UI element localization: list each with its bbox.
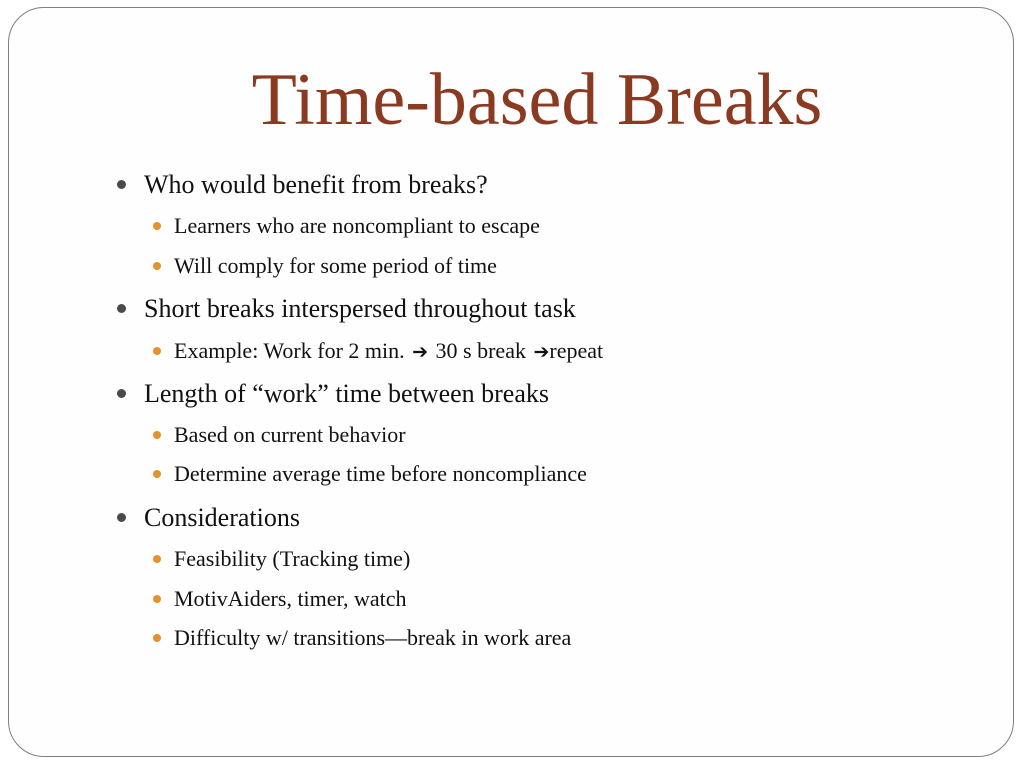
bullet-item [114, 498, 300, 538]
sub-bullet-item [152, 620, 571, 656]
sub-bullet-text: MotivAiders, timer, watch [174, 586, 407, 611]
sub-bullet-item [152, 333, 603, 370]
bullet-dot-icon [117, 180, 126, 189]
slide-title: Time-based Breaks [251, 59, 823, 141]
bullet-text: Short breaks interspersed throughout task [144, 294, 576, 323]
sub-bullet-text: Feasibility (Tracking time) [174, 546, 411, 571]
sub-bullet-text: Will comply for some period of time [174, 253, 497, 278]
sub-bullet-dot-icon [153, 222, 161, 230]
sub-bullet-dot-icon [153, 595, 161, 603]
sub-bullet-dot-icon [153, 634, 161, 642]
sub-bullet-dot-icon [153, 555, 161, 563]
right-arrow-icon: ➔ [412, 341, 429, 363]
sub-bullet-text-part: 30 s break [435, 338, 526, 363]
bullet-item [114, 165, 488, 205]
sub-bullet-text: Learners who are noncompliant to escape [174, 213, 540, 238]
bullet-dot-icon [117, 389, 126, 398]
sub-bullet-item [152, 456, 587, 492]
sub-bullet-text-part: Example: Work for 2 min. [174, 338, 405, 363]
sub-bullet-item [152, 248, 497, 284]
bullet-dot-icon [117, 513, 126, 522]
sub-bullet-item [152, 581, 407, 617]
bullet-item [114, 374, 549, 414]
sub-bullet-text: Based on current behavior [174, 422, 406, 447]
sub-bullet-dot-icon [153, 262, 161, 270]
sub-bullet-text: Determine average time before noncompliance [174, 461, 587, 486]
bullet-item [114, 289, 576, 329]
sub-bullet-text: Difficulty w/ transitions—break in work area [174, 625, 572, 650]
sub-bullet-text-part: repeat [549, 338, 604, 363]
right-arrow-icon: ➔ [533, 341, 550, 363]
bullet-dot-icon [117, 304, 126, 313]
sub-bullet-dot-icon [153, 347, 161, 355]
sub-bullet-item [152, 417, 406, 453]
sub-bullet-dot-icon [153, 470, 161, 478]
bullet-text: Length of “work” time between breaks [144, 379, 550, 408]
sub-bullet-item [152, 541, 410, 577]
bullet-text: Who would benefit from breaks? [144, 170, 488, 199]
bullet-text: Considerations [144, 503, 300, 532]
sub-bullet-dot-icon [153, 431, 161, 439]
sub-bullet-item [152, 208, 540, 244]
